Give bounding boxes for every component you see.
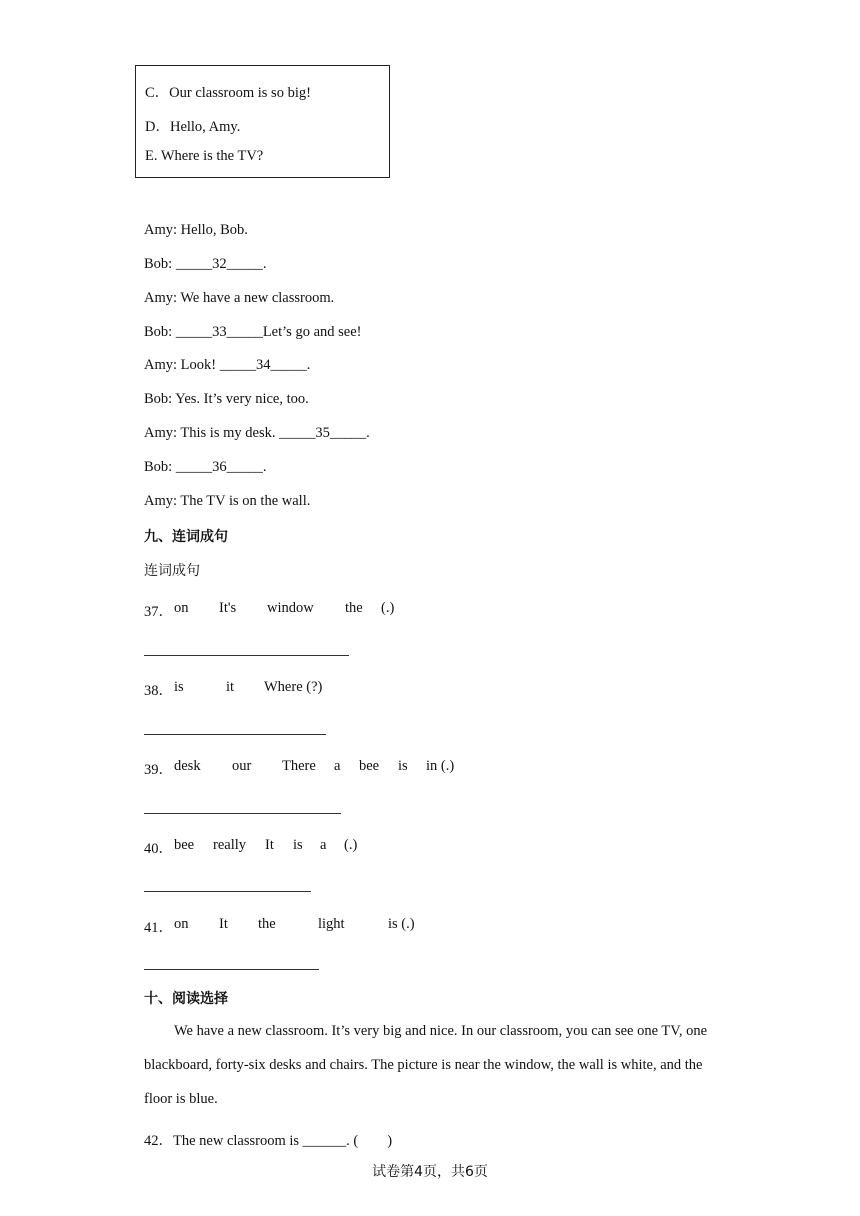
question-number: 40．	[144, 841, 173, 857]
question-number: 37．	[144, 604, 173, 620]
word: window	[267, 600, 314, 616]
answer-line[interactable]	[144, 891, 311, 892]
word: (.)	[344, 837, 358, 853]
word: is	[398, 758, 408, 774]
section-9-instruction: 连词成句	[144, 563, 200, 579]
word: a	[320, 837, 327, 853]
word: our	[232, 758, 252, 774]
blank-34: _____34_____	[219, 357, 307, 373]
question-number: 38．	[144, 683, 173, 699]
question-number: 39．	[144, 762, 173, 778]
blank-35: _____35_____	[279, 425, 367, 441]
word: it	[226, 679, 235, 695]
word: a	[334, 758, 341, 774]
word: bee	[359, 758, 380, 774]
blank-32: _____32_____	[175, 256, 263, 272]
dialogue-line: Bob: _____32_____.	[144, 256, 267, 272]
section-10-title: 十、阅读选择	[144, 991, 228, 1007]
dialogue-line: Bob: Yes. It’s very nice, too.	[144, 391, 309, 407]
dialogue-line: Amy: The TV is on the wall.	[144, 493, 311, 509]
word: (.)	[381, 600, 395, 616]
answer-line[interactable]	[144, 813, 341, 814]
word: light	[318, 916, 345, 932]
word: really	[213, 837, 247, 853]
answer-line[interactable]	[144, 969, 319, 970]
dialogue-line: Amy: Hello, Bob.	[144, 222, 248, 238]
word: is	[174, 679, 184, 695]
word: is	[293, 837, 303, 853]
answer-line[interactable]	[144, 734, 326, 735]
option-d: D．Hello, Amy.	[145, 119, 241, 135]
dialogue-line: Amy: This is my desk. _____35_____.	[144, 425, 370, 441]
blank-36: _____36_____	[175, 459, 263, 475]
option-c: C．Our classroom is so big!	[145, 85, 311, 101]
word: desk	[174, 758, 201, 774]
word: the	[345, 600, 363, 616]
word: It's	[219, 600, 237, 616]
option-e: E. Where is the TV?	[145, 148, 264, 164]
word: is (.)	[388, 916, 415, 932]
word: It	[265, 837, 274, 853]
page-footer: 试卷第4页，共6页	[372, 1164, 488, 1180]
word: It	[219, 916, 228, 932]
dialogue-line: Bob: _____33_____Let’s go and see!	[144, 324, 362, 340]
word: on	[174, 600, 189, 616]
reading-passage: We have a new classroom. It’s very big and nice. In our classroom, you can see one TV, one blackboard, forty-six desks and chairs. The picture is near the window, the wall is white, and the floor is blue.	[144, 1023, 708, 1107]
dialogue-line: Amy: We have a new classroom.	[144, 290, 335, 306]
question-42: 42．The new classroom is ______. ( )	[144, 1133, 393, 1149]
answer-line[interactable]	[144, 655, 349, 656]
word: Where (?)	[264, 679, 323, 695]
section-9-title: 九、连词成句	[144, 529, 228, 545]
blank-33: _____33_____	[175, 324, 263, 340]
dialogue-line: Bob: _____36_____.	[144, 459, 267, 475]
word: in (.)	[426, 758, 455, 774]
word: the	[258, 916, 276, 932]
word: on	[174, 916, 189, 932]
word: There	[282, 758, 316, 774]
options-box	[135, 65, 390, 178]
word: bee	[174, 837, 195, 853]
question-number: 41．	[144, 920, 173, 936]
dialogue-line: Amy: Look! _____34_____.	[144, 357, 311, 373]
